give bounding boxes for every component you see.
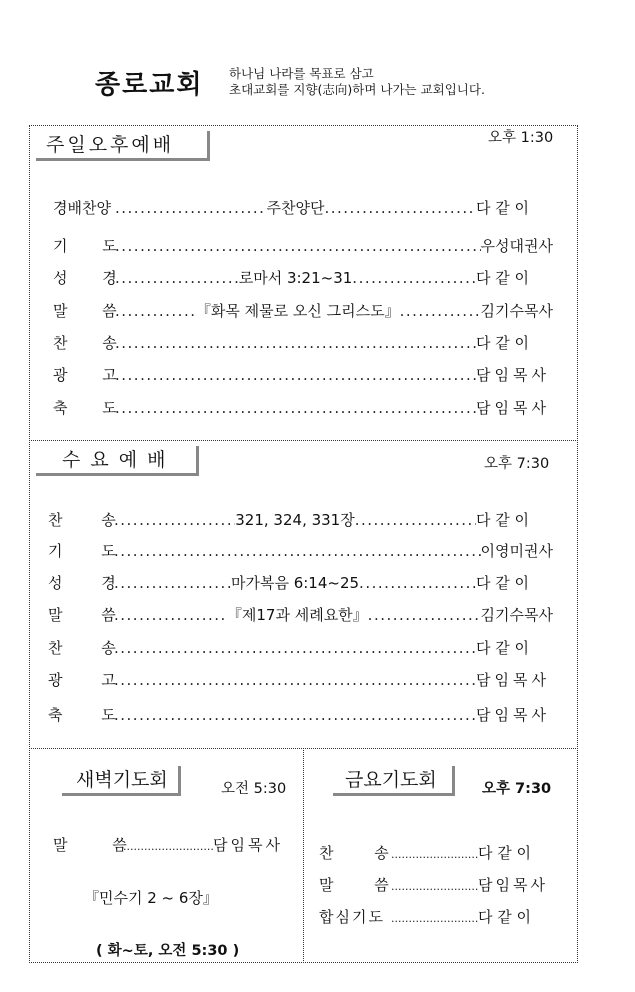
order-row xyxy=(48,509,553,529)
dot-leader xyxy=(115,199,267,217)
order-row xyxy=(53,235,553,255)
dot-leader xyxy=(114,606,227,624)
dot-leader xyxy=(115,237,481,255)
sermon-title: 『화목 제물로 오신 그리스도』 xyxy=(195,302,400,320)
dawn-schedule: ( 화~토, 오전 5:30 ) xyxy=(96,943,240,959)
order-label: 기 도 xyxy=(53,237,117,255)
order-row xyxy=(53,300,553,320)
order-row xyxy=(53,364,553,384)
dot-leader xyxy=(115,334,476,352)
order-label: 말 씀 xyxy=(319,876,389,894)
order-leader: 담임목사 xyxy=(478,876,548,894)
dot-leader xyxy=(359,574,476,592)
order-label: 말 씀 xyxy=(53,836,127,854)
order-label: 경배찬양 xyxy=(53,199,111,217)
order-leader: 다 같 이 xyxy=(478,908,532,926)
order-label: 찬 송 xyxy=(48,639,116,657)
sermon-title: 『제17과 세례요한』 xyxy=(226,606,368,624)
order-label: 찬 송 xyxy=(48,511,116,529)
order-label: 말 씀 xyxy=(53,302,117,320)
order-label: 합심기도 xyxy=(319,908,385,926)
order-detail: 마가복음 6:14~25 xyxy=(230,574,360,592)
dot-leader xyxy=(114,639,476,657)
order-leader: 다 같 이 xyxy=(478,844,532,862)
order-label: 기 도 xyxy=(48,542,116,560)
order-leader: 다 같 이 xyxy=(476,639,530,657)
order-row xyxy=(48,669,553,689)
dot-leader xyxy=(352,269,476,287)
church-motto xyxy=(229,66,485,98)
dawn-scripture: 『민수기 2 ~ 6장』 xyxy=(84,889,218,907)
wednesday-title: 수 요 예 배 xyxy=(36,446,199,476)
order-row xyxy=(48,637,553,657)
dot-leader xyxy=(324,199,476,217)
order-row xyxy=(319,842,553,862)
order-label: 축 도 xyxy=(53,399,117,417)
order-row xyxy=(48,540,553,560)
order-row xyxy=(48,704,553,724)
order-leader: 다 같 이 xyxy=(476,199,530,217)
order-detail: 주찬양단 xyxy=(266,199,325,217)
dot-leader xyxy=(391,912,478,925)
dot-leader xyxy=(355,511,476,529)
friday-prayer-title: 금요기도회 xyxy=(333,766,455,796)
order-label: 광 고 xyxy=(53,366,117,384)
dot-leader xyxy=(114,706,476,724)
order-label: 축 도 xyxy=(48,706,116,724)
dot-leader xyxy=(368,606,481,624)
order-label: 성 경 xyxy=(53,269,117,287)
order-row xyxy=(48,572,553,592)
order-leader: 김기수목사 xyxy=(480,302,553,320)
order-leader: 김기수목사 xyxy=(480,606,553,624)
dot-leader xyxy=(115,366,476,384)
dot-leader xyxy=(114,542,481,560)
dot-leader xyxy=(391,880,478,893)
order-label: 성 경 xyxy=(48,574,116,592)
order-row xyxy=(53,834,286,854)
order-leader: 다 같 이 xyxy=(476,574,530,592)
dot-leader xyxy=(114,671,476,689)
motto-line-2: 초대교회를 지향(志向)하며 나가는 교회입니다. xyxy=(229,82,485,97)
sunday-pm-time: 오후 1:30 xyxy=(488,130,554,146)
order-leader: 다 같 이 xyxy=(476,269,530,287)
order-leader: 이영미권사 xyxy=(480,542,553,560)
dot-leader xyxy=(115,399,476,417)
order-leader: 우성대권사 xyxy=(480,237,553,255)
dot-leader xyxy=(114,511,235,529)
column-divider xyxy=(303,748,304,963)
hymn-numbers: 321, 324, 331장 xyxy=(235,511,355,529)
order-label: 찬 송 xyxy=(319,844,389,862)
order-label: 광 고 xyxy=(48,671,116,689)
church-name: 종로교회 xyxy=(95,70,204,100)
section-divider xyxy=(29,440,578,441)
order-leader: 담임목사 xyxy=(213,836,283,854)
order-row xyxy=(53,197,553,217)
sunday-pm-title: 주일오후예배 xyxy=(36,131,210,161)
order-row xyxy=(53,397,553,417)
dot-leader xyxy=(391,848,478,861)
order-leader: 담임목사 xyxy=(476,671,550,689)
dawn-prayer-time: 오전 5:30 xyxy=(221,781,287,797)
order-leader: 다 같 이 xyxy=(476,511,530,529)
order-leader: 다 같 이 xyxy=(476,334,530,352)
order-label: 말 씀 xyxy=(48,606,116,624)
wednesday-time: 오후 7:30 xyxy=(484,456,550,472)
order-row xyxy=(53,332,553,352)
order-leader: 담임목사 xyxy=(476,706,550,724)
dot-leader xyxy=(114,574,231,592)
order-row xyxy=(319,906,553,926)
dot-leader xyxy=(115,269,239,287)
order-leader: 담임목사 xyxy=(476,366,550,384)
dot-leader xyxy=(115,302,196,320)
order-detail: 로마서 3:21~31 xyxy=(238,269,353,287)
motto-line-1: 하나님 나라를 목표로 삼고 xyxy=(229,66,374,81)
dot-leader xyxy=(400,302,481,320)
order-leader: 담임목사 xyxy=(476,399,550,417)
order-row xyxy=(319,874,553,894)
friday-prayer-time: 오후 7:30 xyxy=(482,781,552,797)
dot-leader xyxy=(123,840,213,853)
order-label: 찬 송 xyxy=(53,334,117,352)
order-row xyxy=(53,267,553,287)
dawn-prayer-title: 새벽기도회 xyxy=(62,766,181,796)
order-row xyxy=(48,604,553,624)
